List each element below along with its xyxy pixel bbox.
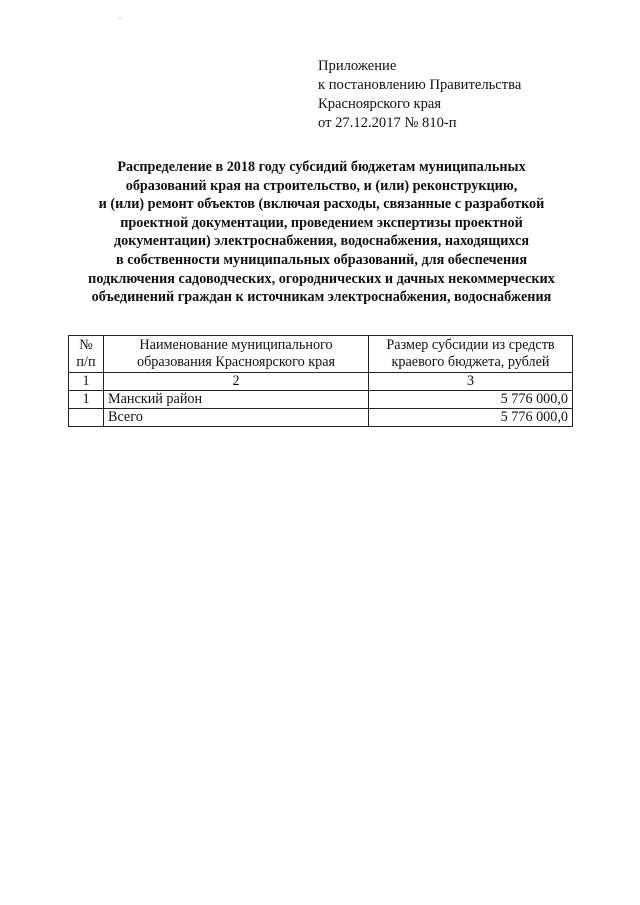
scan-speck: [119, 18, 121, 19]
subsidy-table: [68, 335, 573, 427]
annex-block: [318, 57, 521, 133]
row-amount: 5 776 000,0: [369, 409, 573, 427]
annex-line: от 27.12.2017 № 810-п: [318, 115, 457, 131]
title-line: образований края на строительство, и (или) реконструкцию,: [125, 177, 518, 194]
column-number: 2: [104, 373, 369, 391]
row-num: [69, 409, 104, 427]
row-amount: 5 776 000,0: [369, 391, 573, 409]
table-total-row: [69, 409, 573, 427]
title-line: Распределение в 2018 году субсидий бюджетам муниципальных: [117, 159, 526, 175]
title-line: проектной документации, проведением экспертизы проектной: [120, 214, 523, 231]
column-number: 3: [369, 373, 573, 391]
annex-line: Приложение: [318, 58, 397, 74]
row-name: Манский район: [104, 391, 369, 409]
table-header-row: [69, 336, 573, 373]
title-line: подключения садоводческих, огороднических и дачных некоммерческих: [88, 270, 555, 287]
column-number: 1: [69, 373, 104, 391]
table-row: [69, 391, 573, 409]
row-name: Всего: [104, 409, 369, 427]
row-num: 1: [69, 391, 104, 409]
annex-line: к постановлению Правительства: [318, 77, 522, 93]
title-line: документации) электроснабжения, водоснабжения, находящихся: [113, 233, 530, 250]
title-line: в собственности муниципальных образований, для обеспечения: [115, 251, 528, 268]
title-line: и (или) ремонт объектов (включая расходы, связанные с разработкой: [98, 196, 545, 213]
document-title: [64, 158, 579, 307]
column-number-row: [69, 373, 573, 391]
header-num: № п/п: [69, 336, 104, 373]
title-line: объединений граждан к источникам электроснабжения, водоснабжения: [91, 289, 552, 306]
header-amount: Размер субсидии из средств краевого бюджета, рублей: [369, 336, 573, 373]
header-name: Наименование муниципального образования Красноярского края: [104, 336, 369, 373]
annex-line: Красноярского края: [318, 96, 442, 112]
